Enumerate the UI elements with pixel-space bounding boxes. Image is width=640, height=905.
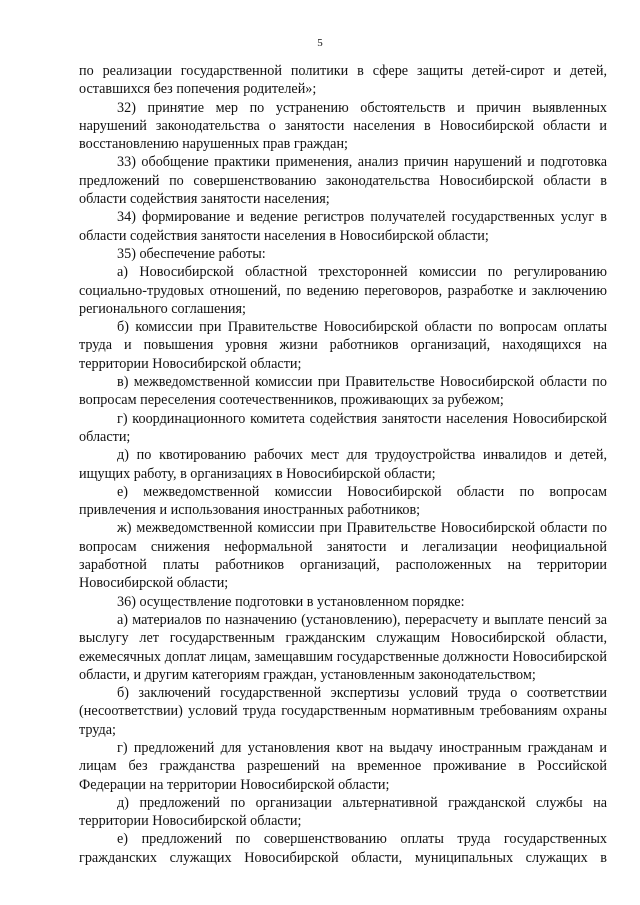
paragraph: а) материалов по назначению (установлению), перерасчету и выплате пенсий за выслугу лет государственным гражданским служащим Новосибирской области, ежемесячных доплат лицам, замещавшим государственные должности Новосибирской области, и другим категориям граждан, установленным законодательством; [79, 611, 607, 683]
paragraph: д) предложений по организации альтернативной гражданской службы на территории Новосибирской области; [79, 794, 607, 830]
paragraph: по реализации государственной политики в сфере защиты детей-сирот и детей, оставшихся без попечения родителей»; [79, 63, 607, 98]
paragraph: 36) осуществление подготовки в установленном порядке: [117, 593, 465, 610]
paragraph: б) заключений государственной экспертизы условий труда о соответствии (несоответствии) условий труда государственным нормативным требованиям охраны труда; [79, 685, 607, 738]
document-body [79, 62, 607, 867]
paragraph: 32) принятие мер по устранению обстоятельств и причин выявленных нарушений законодательства о занятости населения в Новосибирской области и восстановлению нарушенных прав граждан; [79, 99, 607, 153]
page-number: 5 [317, 37, 323, 49]
paragraph: б) комиссии при Правительстве Новосибирской области по вопросам оплаты труда и повышения уровня жизни работников организаций, находящихся на территории Новосибирской области; [79, 319, 607, 372]
paragraph: 34) формирование и ведение регистров получателей государственных услуг в области содействия занятости населения в Новосибирской области; [79, 209, 607, 244]
paragraph: г) координационного комитета содействия занятости населения Новосибирской области; [79, 410, 607, 445]
paragraph: 35) обеспечение работы: [117, 245, 266, 262]
paragraph: ж) межведомственной комиссии при Правительстве Новосибирской области по вопросам снижения неформальной занятости и легализации неофициальной заработной платы работников организаций, расположенных на территории Новосибирской области; [79, 520, 607, 592]
paragraph: в) межведомственной комиссии при Правительстве Новосибирской области по вопросам переселения соотечественников, проживающих за рубежом; [79, 374, 607, 409]
paragraph: д) по квотированию рабочих мест для трудоустройства инвалидов и детей, ищущих работу, в организациях в Новосибирской области; [79, 447, 607, 482]
paragraph: г) предложений для установления квот на выдачу иностранным гражданам и лицам без гражданства разрешений на временное проживание в Российской Федерации на территории Новосибирской области; [79, 739, 607, 793]
paragraph: е) межведомственной комиссии Новосибирской области по вопросам привлечения и использования иностранных работников; [79, 483, 607, 519]
paragraph: 33) обобщение практики применения, анализ причин нарушений и подготовка предложений по совершенствованию законодательства Новосибирской области в области содействия занятости населения; [79, 154, 607, 208]
paragraph: а) Новосибирской областной трехсторонней комиссии по регулированию социально-трудовых отношений, по ведению переговоров, разработке и заключению регионального соглашения; [79, 264, 607, 317]
paragraph: е) предложений по совершенствованию оплаты труда государственных гражданских служащих Новосибирской области, муниципальных служащих в [79, 831, 607, 866]
